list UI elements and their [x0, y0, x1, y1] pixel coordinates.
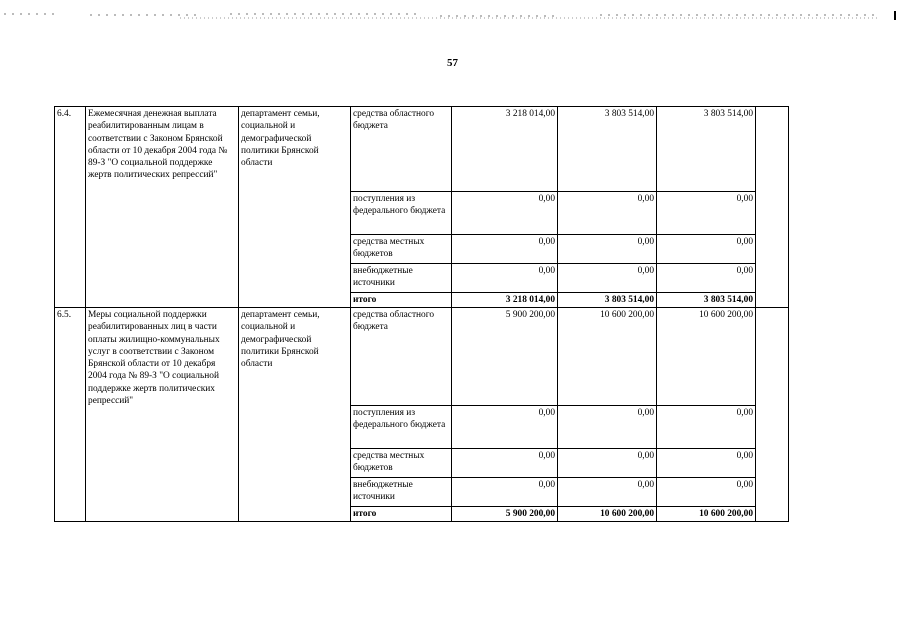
- table-row: [55, 107, 789, 192]
- value-cell: 0,00: [452, 264, 558, 293]
- value-cell: 0,00: [452, 406, 558, 449]
- page-number: 57: [447, 57, 458, 69]
- source-label-cell: внебюджетные источники: [351, 264, 452, 293]
- total-value-cell: 10 600 200,00: [558, 507, 657, 522]
- source-label-cell: средства местных бюджетов: [351, 235, 452, 264]
- value-cell: 0,00: [657, 478, 756, 507]
- executor-cell: департамент семьи, социальной и демографической политики Брянской области: [239, 308, 351, 522]
- empty-cell: [756, 308, 789, 522]
- value-cell: 0,00: [452, 449, 558, 478]
- item-number-cell: 6.5.: [55, 308, 86, 522]
- value-cell: 10 600 200,00: [558, 308, 657, 406]
- value-cell: 0,00: [558, 406, 657, 449]
- empty-cell: [756, 107, 789, 308]
- total-label-cell: итого: [351, 293, 452, 308]
- value-cell: 0,00: [558, 235, 657, 264]
- item-number-cell: 6.4.: [55, 107, 86, 308]
- value-cell: 0,00: [558, 264, 657, 293]
- value-cell: 0,00: [657, 264, 756, 293]
- total-label-cell: итого: [351, 507, 452, 522]
- budget-table: [54, 106, 789, 522]
- item-name-cell: Меры социальной поддержки реабилитированных лиц в части оплаты жилищно-коммунальных услуг в соответствии с Законом Брянской области от 10 декабря 2004 года № 89-З "О социальной поддержке жертв политических репрессий": [86, 308, 239, 522]
- value-cell: 3 803 514,00: [657, 107, 756, 192]
- value-cell: 0,00: [558, 478, 657, 507]
- value-cell: 0,00: [558, 449, 657, 478]
- value-cell: 0,00: [657, 449, 756, 478]
- value-cell: 0,00: [452, 478, 558, 507]
- source-label-cell: средства местных бюджетов: [351, 449, 452, 478]
- value-cell: 3 803 514,00: [558, 107, 657, 192]
- value-cell: 5 900 200,00: [452, 308, 558, 406]
- value-cell: 0,00: [452, 192, 558, 235]
- value-cell: 0,00: [657, 406, 756, 449]
- source-label-cell: поступления из федерального бюджета: [351, 192, 452, 235]
- source-label-cell: средства областного бюджета: [351, 308, 452, 406]
- value-cell: 0,00: [452, 235, 558, 264]
- total-value-cell: 3 803 514,00: [657, 293, 756, 308]
- total-value-cell: 10 600 200,00: [657, 507, 756, 522]
- executor-cell: департамент семьи, социальной и демографической политики Брянской области: [239, 107, 351, 308]
- value-cell: 0,00: [558, 192, 657, 235]
- scan-artifact-strip: [0, 11, 905, 21]
- source-label-cell: внебюджетные источники: [351, 478, 452, 507]
- source-label-cell: поступления из федерального бюджета: [351, 406, 452, 449]
- value-cell: 0,00: [657, 192, 756, 235]
- value-cell: 10 600 200,00: [657, 308, 756, 406]
- item-name-cell: Ежемесячная денежная выплата реабилитированным лицам в соответствии с Законом Брянской области от 10 декабря 2004 года № 89-З "О социальной поддержке жертв политических репрессий": [86, 107, 239, 308]
- total-value-cell: 3 218 014,00: [452, 293, 558, 308]
- total-value-cell: 5 900 200,00: [452, 507, 558, 522]
- value-cell: 3 218 014,00: [452, 107, 558, 192]
- value-cell: 0,00: [657, 235, 756, 264]
- source-label-cell: средства областного бюджета: [351, 107, 452, 192]
- table-row: [55, 308, 789, 406]
- total-value-cell: 3 803 514,00: [558, 293, 657, 308]
